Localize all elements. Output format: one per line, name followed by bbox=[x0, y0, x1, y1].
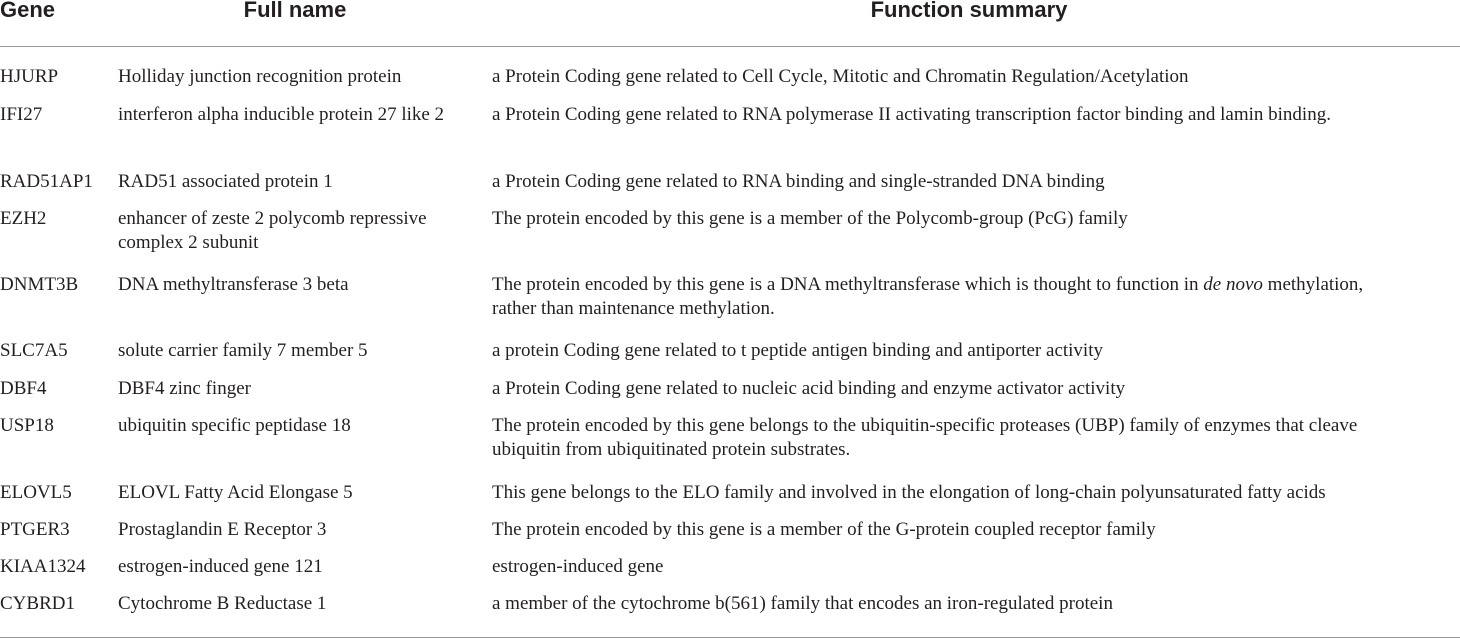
function-summary-cell: The protein encoded by this gene is a member of the Polycomb-group (PcG) family bbox=[492, 208, 1128, 229]
gene-cell: RAD51AP1 bbox=[0, 171, 93, 192]
full-name-cell: enhancer of zeste 2 polycomb repressive complex 2 subunit bbox=[118, 208, 427, 253]
full-name-cell: DBF4 zinc finger bbox=[118, 378, 251, 399]
function-summary-italic-text: de novo bbox=[1203, 274, 1263, 295]
function-summary-cell: The protein encoded by this gene is a member of the G-protein coupled receptor family bbox=[492, 519, 1156, 540]
function-summary-text: methylation, rather than maintenance methylation. bbox=[492, 274, 1364, 319]
gene-cell: DNMT3B bbox=[0, 274, 79, 295]
function-summary-cell: a Protein Coding gene related to RNA binding and single-stranded DNA binding bbox=[492, 171, 1105, 192]
function-summary-cell: a Protein Coding gene related to nucleic acid binding and enzyme activator activity bbox=[492, 378, 1126, 399]
gene-cell: CYBRD1 bbox=[0, 593, 75, 614]
full-name-cell: Holliday junction recognition protein bbox=[118, 66, 402, 87]
function-summary-cell: a Protein Coding gene related to RNA polymerase II activating transcription factor binding and lamin binding. bbox=[492, 104, 1331, 125]
function-summary-cell: estrogen-induced gene bbox=[492, 556, 664, 577]
full-name-cell: Prostaglandin E Receptor 3 bbox=[118, 519, 327, 540]
full-name-cell: DNA methyltransferase 3 beta bbox=[118, 274, 349, 295]
gene-cell: PTGER3 bbox=[0, 519, 70, 540]
gene-cell: EZH2 bbox=[0, 208, 47, 229]
function-summary-column-header: Function summary bbox=[870, 0, 1068, 22]
function-summary-cell bbox=[492, 273, 1392, 321]
full-name-cell: estrogen-induced gene 121 bbox=[118, 556, 323, 577]
full-name-cell: solute carrier family 7 member 5 bbox=[118, 340, 368, 361]
gene-cell: USP18 bbox=[0, 415, 54, 436]
full-name-column-header: Full name bbox=[243, 0, 347, 22]
full-name-cell: interferon alpha inducible protein 27 like 2 bbox=[118, 104, 445, 125]
function-summary-text: The protein encoded by this gene is a DNA methyltransferase which is thought to function in bbox=[492, 274, 1204, 295]
table-bottom-rule bbox=[0, 637, 1460, 638]
full-name-cell: ELOVL Fatty Acid Elongase 5 bbox=[118, 482, 353, 503]
function-summary-cell: The protein encoded by this gene belongs to the ubiquitin-specific proteases (UBP) family of enzymes that cleave ubiquitin from ubiquitinated protein substrates. bbox=[492, 415, 1358, 460]
function-summary-cell: a Protein Coding gene related to Cell Cycle, Mitotic and Chromatin Regulation/Acetylation bbox=[492, 66, 1189, 87]
gene-cell: HJURP bbox=[0, 66, 59, 87]
full-name-cell: ubiquitin specific peptidase 18 bbox=[118, 415, 351, 436]
full-name-cell: Cytochrome B Reductase 1 bbox=[118, 593, 327, 614]
gene-cell: ELOVL5 bbox=[0, 482, 72, 503]
gene-column-header: Gene bbox=[0, 0, 56, 22]
gene-cell: IFI27 bbox=[0, 104, 43, 125]
function-summary-cell: This gene belongs to the ELO family and involved in the elongation of long-chain polyunsaturated fatty acids bbox=[492, 482, 1326, 503]
gene-cell: SLC7A5 bbox=[0, 340, 68, 361]
full-name-cell: RAD51 associated protein 1 bbox=[118, 171, 333, 192]
function-summary-cell: a member of the cytochrome b(561) family that encodes an iron-regulated protein bbox=[492, 593, 1113, 614]
table-header-row bbox=[0, 0, 1460, 47]
function-summary-cell: a protein Coding gene related to t peptide antigen binding and antiporter activity bbox=[492, 340, 1103, 361]
gene-cell: DBF4 bbox=[0, 378, 47, 399]
gene-cell: KIAA1324 bbox=[0, 556, 86, 577]
